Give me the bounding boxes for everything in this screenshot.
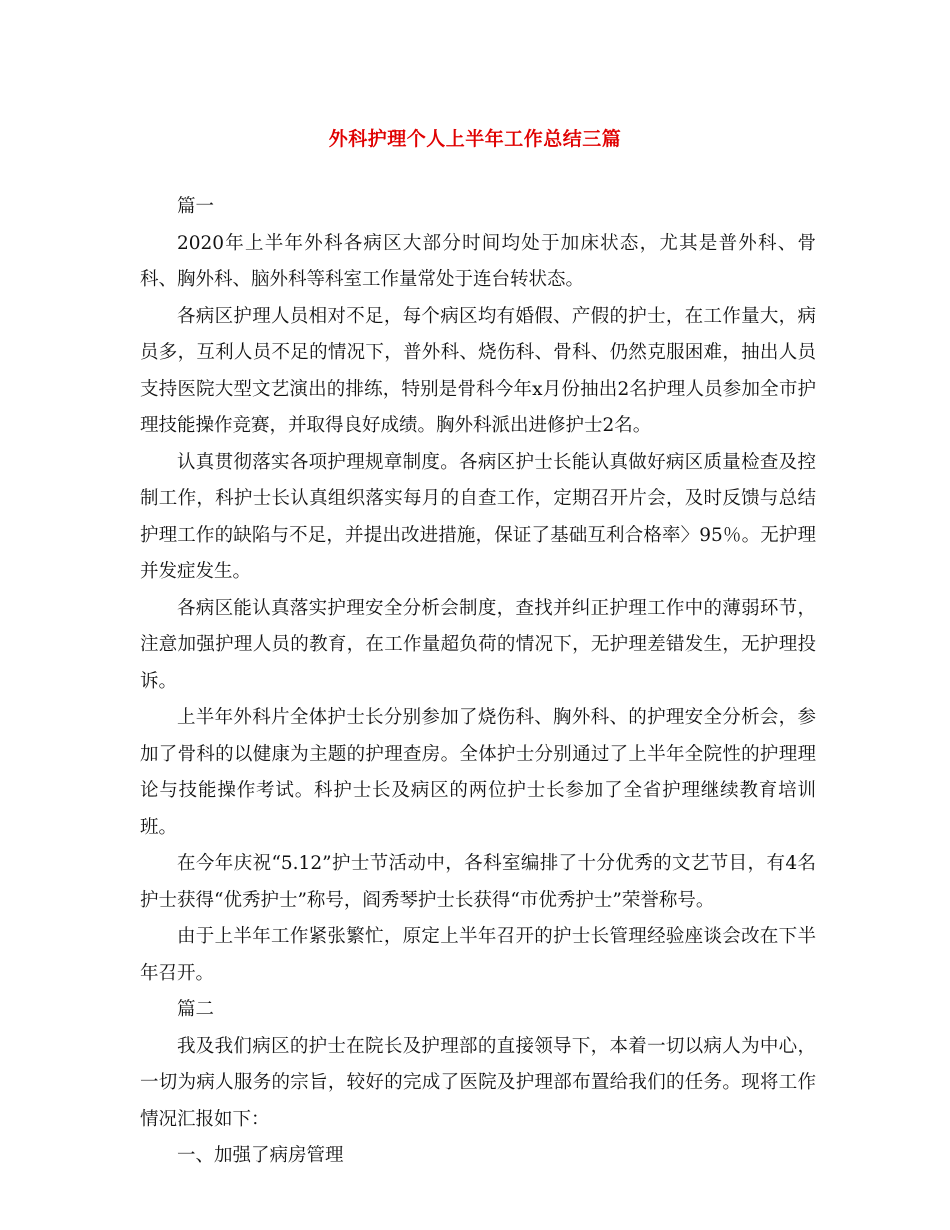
- paragraph: 上半年外科片全体护士长分别参加了烧伤科、胸外科、的护理安全分析会，参加了骨科的以健康为主题的护理查房。全体护士分别通过了上半年全院性的护理理论与技能操作考试。科护士长及病区的两位护士长参加了全省护理继续教育培训班。: [140, 707, 816, 838]
- section-heading-1: 篇一: [177, 196, 215, 217]
- paragraph: 在今年庆祝“5.12”护士节活动中，各科室编排了十分优秀的文艺节目，有4名护士获得“优秀护士”称号，阎秀琴护士长获得“市优秀护士”荣誉称号。: [140, 853, 816, 911]
- paragraph: 2020年上半年外科各病区大部分时间均处于加床状态，尤其是普外科、骨科、胸外科、脑外科等科室工作量常处于连台转状态。: [140, 232, 816, 290]
- document-body: [140, 189, 816, 1175]
- paragraph: 各病区护理人员相对不足，每个病区均有婚假、产假的护士，在工作量大，病员多，互利人员不足的情况下，普外科、烧伤科、骨科、仍然克服困难，抽出人员支持医院大型文艺演出的排练，特别是骨科今年x月份抽出2名护理人员参加全市护理技能操作竞赛，并取得良好成绩。胸外科派出进修护士2名。: [140, 305, 816, 436]
- paragraph: 我及我们病区的护士在院长及护理部的直接领导下，本着一切以病人为中心，一切为病人服务的宗旨，较好的完成了医院及护理部布置给我们的任务。现将工作情况汇报如下：: [140, 1035, 816, 1130]
- paragraph: 由于上半年工作紧张繁忙，原定上半年召开的护士长管理经验座谈会改在下半年召开。: [140, 926, 816, 984]
- subsection-heading: 一、加强了病房管理: [177, 1145, 344, 1166]
- document-title: 外科护理个人上半年工作总结三篇: [328, 128, 622, 150]
- paragraph: 各病区能认真落实护理安全分析会制度，查找并纠正护理工作中的薄弱环节，注意加强护理人员的教育，在工作量超负荷的情况下，无护理差错发生，无护理投诉。: [140, 597, 816, 692]
- paragraph: 认真贯彻落实各项护理规章制度。各病区护士长能认真做好病区质量检查及控制工作，科护士长认真组织落实每月的自查工作，定期召开片会，及时反馈与总结护理工作的缺陷与不足，并提出改进措施，保证了基础互利合格率〉95％。无护理并发症发生。: [140, 451, 816, 582]
- section-heading-2: 篇二: [177, 999, 215, 1020]
